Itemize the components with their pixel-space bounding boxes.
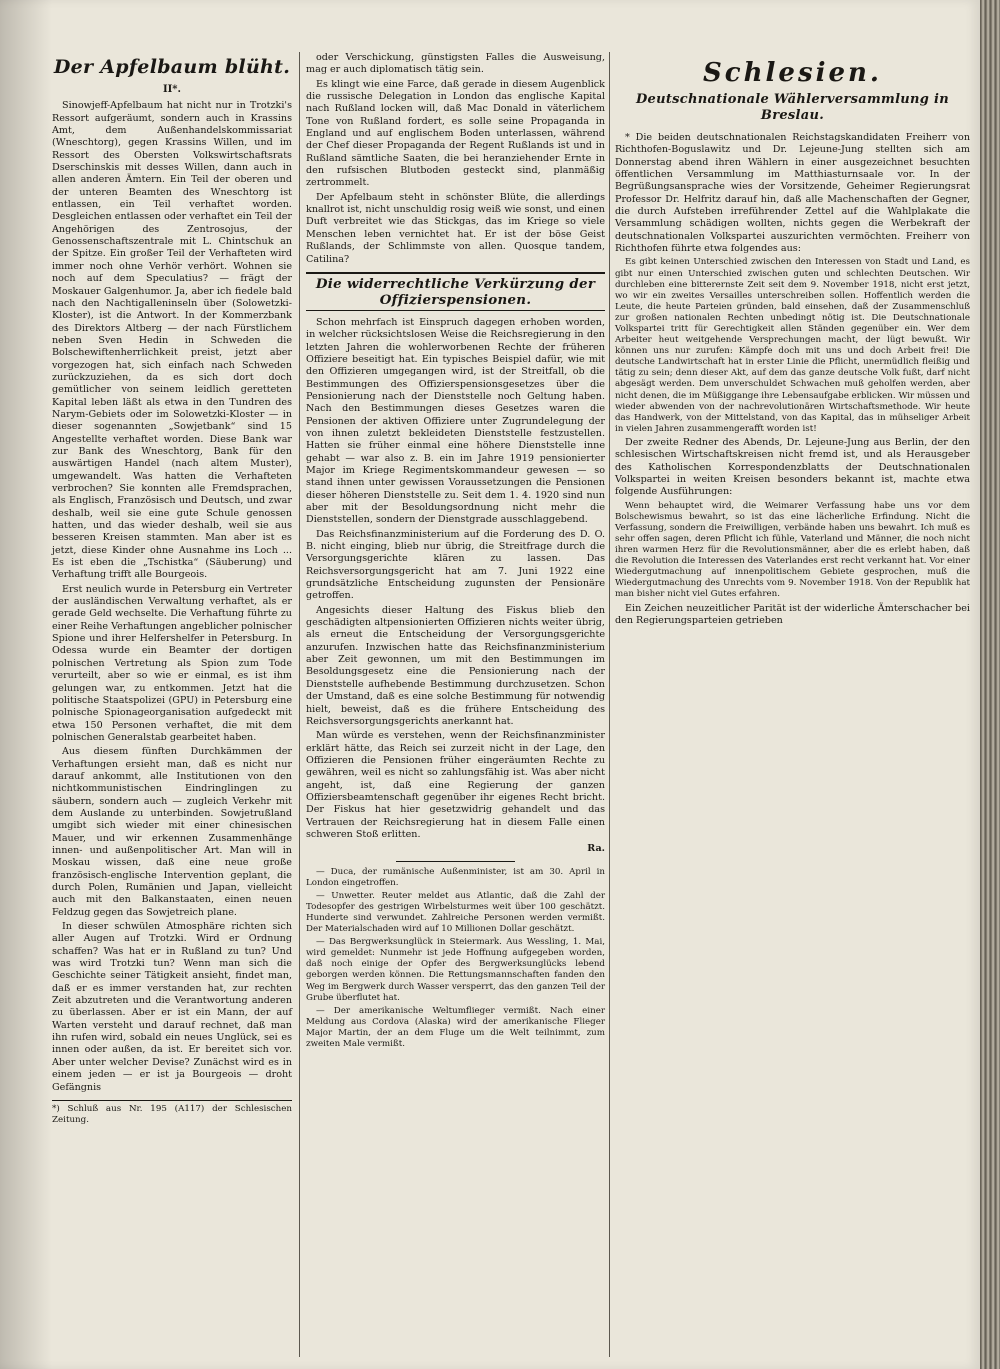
headline-wahlerversammlung: Deutschnationale Wählerversammlung in Breslau. [635, 92, 950, 123]
article-paragraph: Erst neulich wurde in Petersburg ein Vertreter der ausländischen Verwaltung verhaftet, als er gerade Geld wechselte. Die Verhaftung führte zu einer Reihe Verhaftungen angeblicher polnischer Spione und ihrer Helfershelfer in Petersburg. In Odessa wurde ein Beamter der dortigen polnischen Vertretung als Spion zum Tode verurteilt, aber so wie er einmal, es ist ihm gelungen war, zu entkommen. Jetzt hat die politische Staatspolizei (GPU) in Petersburg eine polnische Spionageorganisation aufgedeckt mit etwa 150 Personen verhaftet, die mit dem polnischen Generalstab gearbeitet haben. [52, 583, 292, 743]
news-item: — Duca, der rumänische Außenminister, ist am 30. April in London eingetroffen. [306, 866, 605, 888]
page-edge [980, 0, 1000, 1369]
article-paragraph: Wenn behauptet wird, die Weimarer Verfassung habe uns vor dem Bolschewismus bewahrt, so ist das eine lächerliche Erfindung. Nicht die Verfassung, sondern die Freiwilligen, verbände haben uns bewahrt. Ich muß es sehr offen sagen, deren Pflicht ich fühle, Vaterland und Männer, die noch nicht ihren warmen Herz für die Revolutionsmänner, aber die es erlebt haben, daß die Revolution die Interessen des Vaterlandes erst recht verkannt hat. Vor einer Wiedergutmachung auf innenpolitischem Gebiete gesprochen, muß die Wiedergutmachung des Unrechts vom 9. November 1918. Von der Republik hat man bisher nicht viel Gutes erfahren. [615, 500, 970, 600]
article-paragraph: Aus diesem fünften Durchkämmen der Verhaftungen ersieht man, daß es nicht nur darauf ankommt, alle Institutionen von den nichtkommunistischen Eindringlingen zu säubern, sondern auch — zugleich Verkehr mit dem Auslande zu unterbinden. Sowjetrußland umgibt sich wieder mit einer chinesischen Mauer, und wir erkennen Zusammenhänge innen- und außenpolitischer Art. Man will in Moskau wissen, daß eine neue große französisch-englische Intervention geplant, die durch Polen, Rumänien und Japan, vielleicht auch mit den Balkanstaaten, einen neuen Feldzug gegen das Sowjetreich plane. [52, 746, 292, 918]
article-paragraph: * Die beiden deutschnationalen Reichstagskandidaten Freiherr von Richthofen-Boguslawitz und Dr. Lejeune-Jung stellten sich am Donnerstag abend ihren Wählern in einer ausgezeichnet besuchten öffentlichen Versammlung im Matthiasturnsaale vor. In der Begrüßungsansprache wies der Vorsitzende, Geheimer Regierungsrat Professor Dr. Helfritz darauf hin, daß alle Machenschaften der Gegner, die durch Aufsteben irreführender Zettel auf die Wahlplakate die Versammlung schädigen wollten, nichts gegen die Werbekraft der deutschnationalen Volkspartei auszurichten vermöchten. Freiherr von Richthofen führte etwa folgendes aus: [615, 132, 970, 255]
article-paragraph: oder Verschickung, günstigsten Falles die Ausweisung, mag er auch diplomatisch tätig sein. [306, 52, 605, 76]
column-left [52, 52, 292, 1128]
column-right [615, 52, 970, 629]
article-paragraph: Der zweite Redner des Abends, Dr. Lejeune-Jung aus Berlin, der den schlesischen Wirtschaftskreisen nicht fremd ist, und als Herausgeber des Katholischen Korrespondenzblatts der Deutschnationalen Volkspartei in weiten Kreisen besonders bekannt ist, machte etwa folgende Ausführungen: [615, 436, 970, 498]
article-paragraph: Schon mehrfach ist Einspruch dagegen erhoben worden, in welcher rücksichtslosen Weise die Reichsregierung in den letzten Jahren die wohlerworbenen Rechte der früheren Offiziere beseitigt hat. Ein typisches Beispiel dafür, wie mit den Offizieren umgegangen wird, ist der Streitfall, ob die Bestimmungen des Offizierspensionsgesetzes über die Pensionierung nach der Dienststelle noch Geltung haben. Nach den Bestimmungen dieses Gesetzes waren die Pensionen der aktiven Offiziere unter Zugrundelegung der von ihnen zuletzt bekleideten Dienststelle festzustellen. Hatten sie früher einmal eine höhere Dienststelle inne gehabt — war also z. B. ein im Jahre 1919 pensionierter Major im Kriege Regimentskommandeur gewesen — so stand ihnen unter gewissen Voraussetzungen die Pensionen dieser höheren Dienststelle zu. Seit dem 1. 4. 1920 sind nun aber mit der Besoldungsordnung nicht mehr die Dienststellen, sondern der Dienstgrade ausschlaggebend. [306, 316, 605, 526]
section-title: Schlesien. [703, 58, 882, 88]
column-middle [306, 52, 605, 1052]
news-item: — Unwetter. Reuter meldet aus Atlantic, daß die Zahl der Todesopfer des gestrigen Wirbelsturmes weit über 100 geschätzt. Hunderte sind verwundet. Zahlreiche Personen werden vermißt. Der Materialschaden wird auf 10 Millionen Dollar geschätzt. [306, 890, 605, 935]
headline-apfelbaum: Der Apfelbaum blüht. [53, 56, 291, 78]
article-paragraph: Es gibt keinen Unterschied zwischen den Interessen von Stadt und Land, es gibt nur einen Unterschied zwischen guten und schlechten Deutschen. Wir durchleben eine bitterernste Zeit seit dem 9. November 1918, nicht erst jetzt, wo wir ein zweites Versailles unterschreiben sollen. Hoffentlich werden die Leute, die heute Parteien gründen, bald einsehen, daß der Zusammenschluß zur großen nationalen Rechten unbedingt nötig ist. Die Deutschnationale Volkspartei tritt für Gerechtigkeit allen Ständen gegenüber ein. Wer dem Arbeiter heut weitgehende Versprechungen macht, der lügt bewußt. Wir können uns nur zurufen: Kämpfe doch mit uns und doch Arbeit frei! Die deutsche Landwirtschaft hat in erster Linie die Pflicht, unermüdlich fleißig und tätig zu sein; denn dieser Akt, auf dem das ganze deutsche Volk fußt, darf nicht abgesägt werden. Dem unverschuldet Schwachen muß geholfen werden, aber nicht denen, die im Müßiggange ihre Lebensaufgabe erblicken. Wir müssen und wieder abwenden von der nachrevolutionären Wirtschaftsmethode. Wir heute das Handwerk, von der Mittelstand, von das Kapital, das in mühseliger Arbeit in vielen Jahren zusammengerafft worden ist! [615, 257, 970, 434]
column-rule [299, 52, 300, 1357]
article-paragraph: Angesichts dieser Haltung des Fiskus blieb den geschädigten altpensionierten Offizieren nichts weiter übrig, als erneut die Entscheidung der Versorgungsgerichte anzurufen. Inzwischen hatte das Reichsfinanzministerium aber Zeit gewonnen, um mit den Bestimmungen im Besoldungsgesetz eine die Pensionierung nach der Dienststelle aufhebende Bestimmung durchzusetzen. Schon der Umstand, daß es eine solche Bestimmung für notwendig hielt, beweist, daß es die frühere Entscheidung des Reichsversorgungsgerichts anerkannt hat. [306, 604, 605, 727]
news-item: — Das Bergwerksunglück in Steiermark. Aus Wessling, 1. Mai, wird gemeldet: Nunmehr ist jede Hoffnung aufgegeben worden, daß noch einige der Opfer des Bergwerksunglücks lebend geborgen werden können. Die Rettungsmannschaften fanden den Weg im Bergwerk durch Wasser versperrt, das den ganzen Teil der Grube überflutet hat. [306, 937, 605, 1003]
author-signature: Ra. [587, 843, 605, 855]
column-rule [609, 52, 610, 1357]
headline-offizierspensionen: Die widerrechtliche Verkürzung der Offizierspensionen. [306, 272, 605, 311]
article-paragraph: Der Apfelbaum steht in schönster Blüte, die allerdings knallrot ist, nicht unschuldig rosig weiß wie sonst, und einen Duft verbreitet wie das Stickgas, das im Kriege so viele Menschen leben vernichtet hat. Er ist der böse Geist Rußlands, der Schlimmste von allen. Quosque tandem, Catilina? [306, 191, 605, 265]
news-item: — Der amerikanische Weltumflieger vermißt. Nach einer Meldung aus Cordova (Alaska) wird der amerikanische Flieger Major Martin, der an dem Fluge um die Welt teilnimmt, zum zweiten Male vermißt. [306, 1005, 605, 1050]
article-paragraph: Man würde es verstehen, wenn der Reichsfinanzminister erklärt hätte, das Reich sei zurzeit nicht in der Lage, den Offizieren die Pensionen früher eingeräumten Rechte zu gewähren, weil es nicht so zahlungsfähig ist. Was aber nicht angeht, ist, daß eine Regierung der ganzen Offiziersbeamtenschaft gegenüber ihr eigenes Recht bricht. Der Fiskus hat hier gesetzwidrig gehandelt und das Vertrauen der Reichsregierung hat in diesem Falle einen schweren Stoß erlitten. [306, 730, 605, 840]
article-paragraph: Sinowjeff-Apfelbaum hat nicht nur in Trotzki's Ressort aufgeräumt, sondern auch in Krassins Amt, dem Außenhandelskommissariat (Wneschtorg), gegen Krassins Willen, und im Ressort des Obersten Volkswirtschaftsrats Dserschinskis mit desses Willen, dann auch in allen anderen Ämtern. Ein Teil der oberen und der unteren Beamten des Wneschtorg ist entlassen, ein Teil verhaftet worden. Desgleichen entlassen oder verhaftet ein Teil der Angehörigen des Zentrosojus, der Genossenschaftszentrale mit L. Chintschuk an der Spitze. Ein großer Teil der Verhafteten wird immer noch ohne Verhör verhört. Wohnen sie noch auf dem Speculatius? — frägt der Moskauer Galgenhumor. Ja, aber ich fiedele bald nach den Nachtigalleninseln über (Solowetzki-Kloster), ist die Antwort. In der Kommerzbank des Direktors Altberg — der nach Fürstlichem neben Sven Hedin in Schweden die Bolschewiftenherrlichkeit preist, jetzt aber vorgezogen hat, sich einfach nach Schweden zurückzuziehen, da es sich dort doch gemütlicher von seinem leidlich geretteten Kapital leben läßt als etwa in den Tundren des Narym-Gebiets oder im Solowetzki-Kloster — in dieser sogenannten „Sowjetbank“ sind 15 Angestellte verhaftet worden. Diese Bank war zur Bank des Wneschtorg, Bank für den auswärtigen Handel (nach altem Muster), umgewandelt. Was hatten die Verhafteten verbrochen? Sie konnten alle Fremdsprachen, als Englisch, Französisch und Deutsch, und zwar deshalb, weil sie eine gute Schule genossen hatten, und das wieder deshalb, weil sie aus besseren Kreisen stammten. Man aber ist es jetzt, diese Kinder ohne Ausnahme ins Loch ... Es ist eben die „Tschistka“ (Säuberung) und Verhaftung trifft alle Bourgeois. [52, 100, 292, 581]
binding-shadow [0, 0, 52, 1369]
separator [396, 861, 516, 862]
part-number: II*. [162, 84, 182, 95]
article-paragraph: Ein Zeichen neuzeitlicher Parität ist der widerliche Ämterschacher bei den Regierungsparteien getrieben [615, 602, 970, 626]
article-paragraph: Es klingt wie eine Farce, daß gerade in diesem Augenblick die russische Delegation in London das englische Kapital nach Rußland locken will, daß Mac Donald in väterlichem Tone von Rußland fordert, es solle seine Propaganda in England und auf englischem Boden unterlassen, während der Chef dieser Propaganda der Regent Rußlands ist und in Rußland sämtliche Saaten, die bei heranziehender Ernte in den rufsischen Blutboden gesteckt sind, planmäßig zertrommelt. [306, 78, 605, 189]
article-paragraph: In dieser schwülen Atmosphäre richten sich aller Augen auf Trotzki. Wird er Ordnung schaffen? Was hat er in Rußland zu tun? Und was wird Trotzki tun? Wenn man sich die Geschichte seiner Tätigkeit ansieht, findet man, daß er es immer verstanden hat, zur rechten Zeit abzutreten und die Verantwortung anderen zu überlassen. Aber er ist ein Mann, der auf Warten versteht und darauf rechnet, daß man ihn rufen wird, sobald ein neues Unglück, sei es innen oder außen, da ist. Er bereitet sich vor. Aber unter welcher Devise? Zunächst wird es in einem jeden — er ist ja Bourgeois — droht Gefängnis [52, 921, 292, 1093]
footnote: *) Schluß aus Nr. 195 (A117) der Schlesischen Zeitung. [52, 1100, 292, 1126]
article-paragraph: Das Reichsfinanzministerium auf die Forderung des D. O. B. nicht einging, blieb nur übrig, die Streitfrage durch die Versorgungsgerichte klären zu lassen. Das Reichsversorgungsgericht hat am 7. Juni 1922 eine grundsätzliche Entscheidung zugunsten der Pensionäre getroffen. [306, 528, 605, 602]
